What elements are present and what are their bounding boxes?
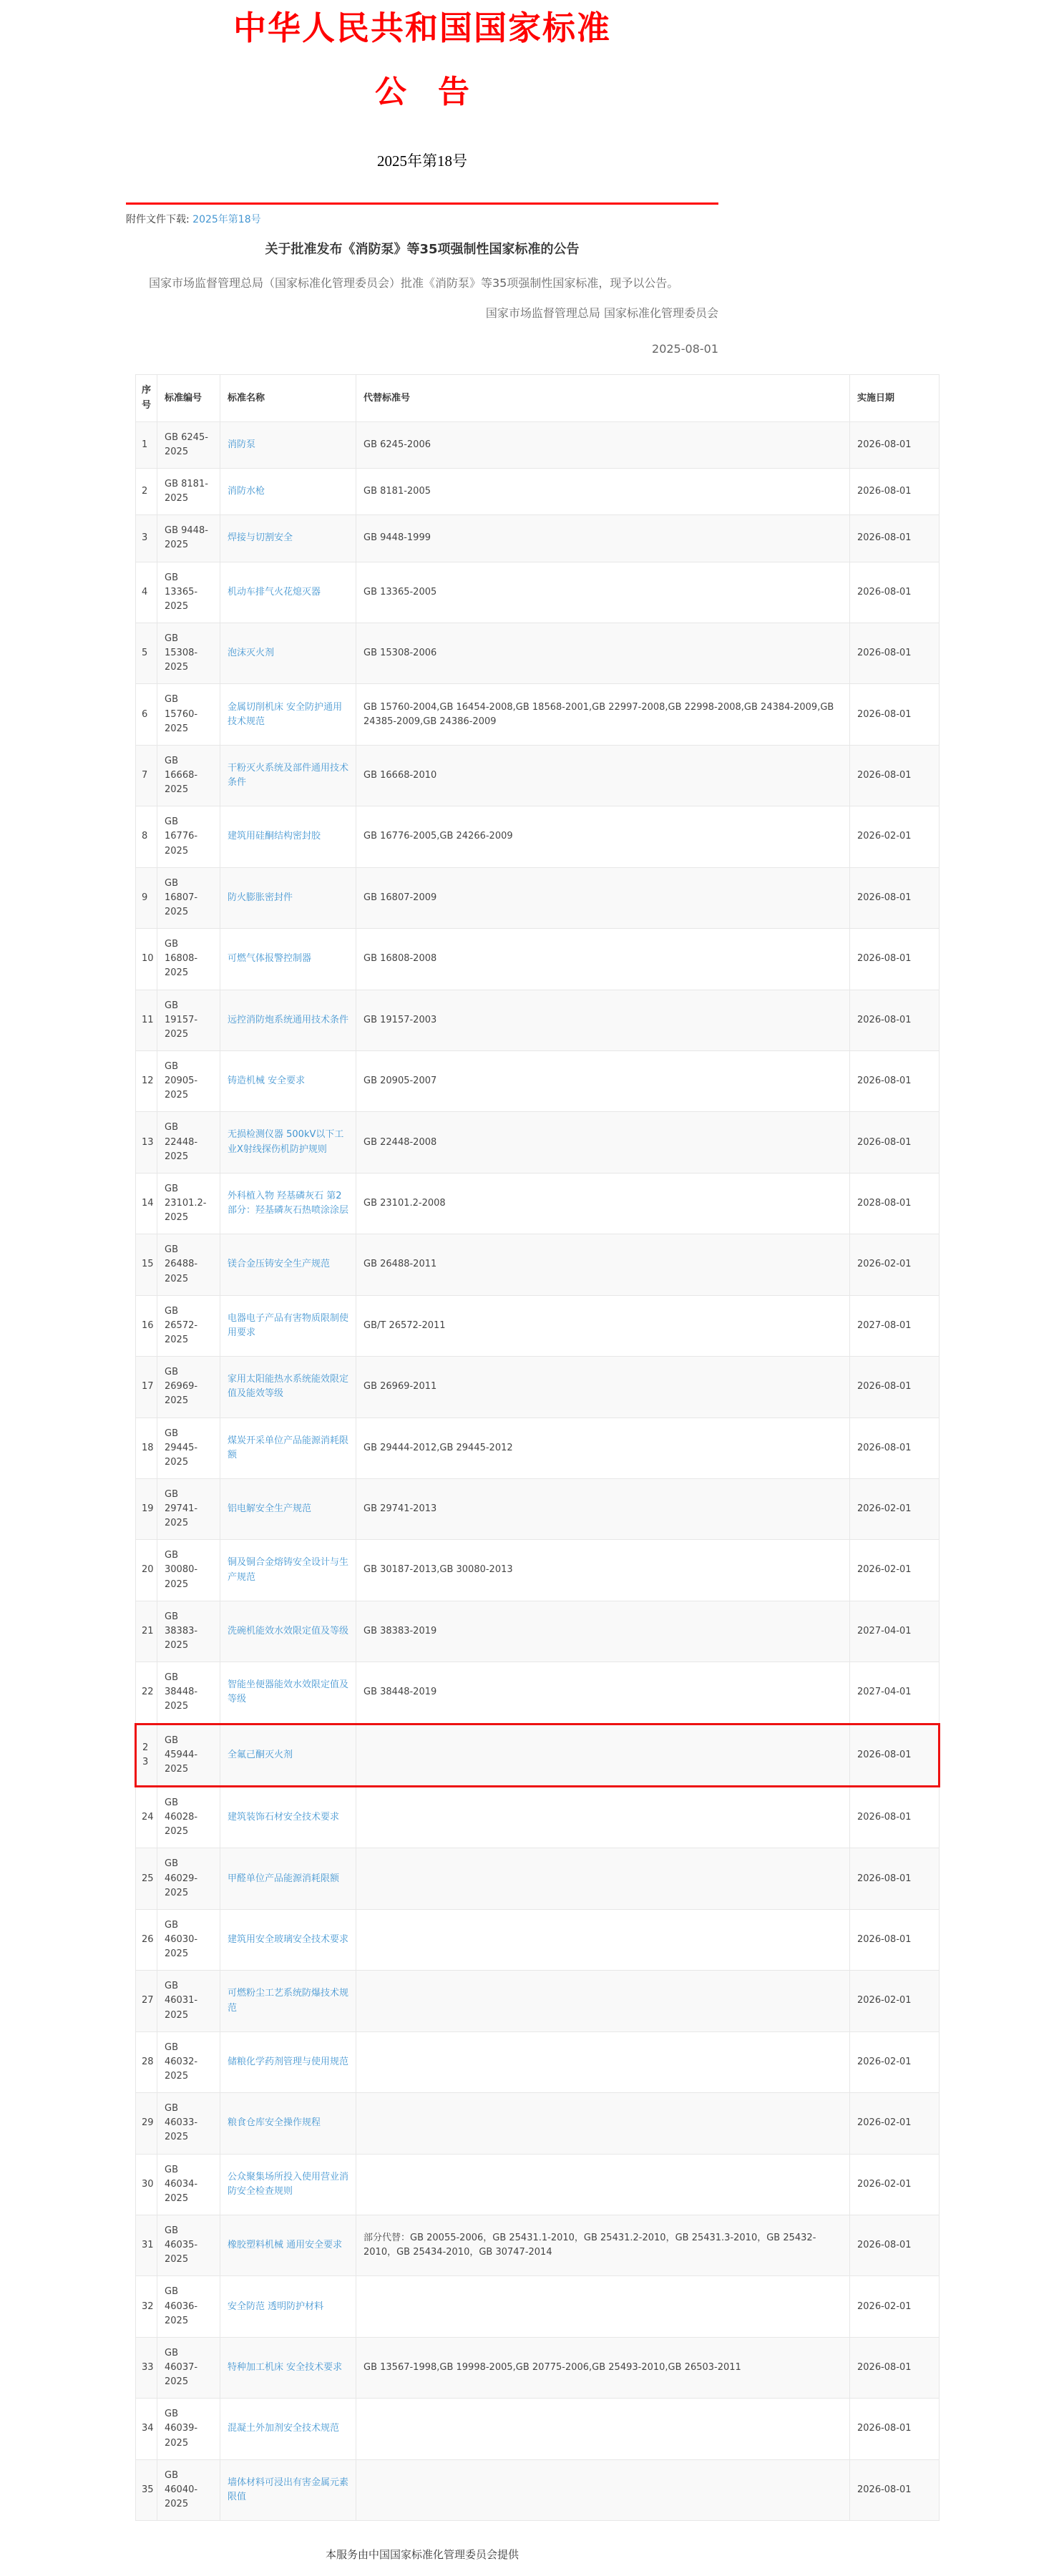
standard-name-cell [220, 2154, 356, 2215]
standard-code: GB 8181-2025 [157, 469, 220, 515]
implementation-date: 2026-08-01 [850, 1050, 939, 1111]
standard-name-cell [220, 562, 356, 623]
header-standard-name: 标准名称 [220, 375, 356, 421]
row-index: 28 [136, 2031, 157, 2092]
standard-name-link[interactable]: 镁合金压铸安全生产规范 [228, 1259, 331, 1270]
replaced-standards [356, 2399, 850, 2459]
standard-code: GB 30080-2025 [157, 1540, 220, 1601]
standard-code: GB 6245-2025 [157, 421, 220, 468]
standard-name-link[interactable]: 墙体材料可浸出有害金属元素限值 [228, 2477, 349, 2502]
announcement-title: 关于批准发布《消防泵》等35项强制性国家标准的公告 [265, 242, 580, 258]
replaced-standards: GB 29741-2013 [356, 1478, 850, 1539]
implementation-date: 2026-02-01 [850, 1971, 939, 2031]
implementation-date: 2026-02-01 [850, 2154, 939, 2215]
standard-name-cell [220, 2337, 356, 2398]
row-index: 11 [136, 990, 157, 1050]
standard-name-link[interactable]: 混凝土外加剂安全技术规范 [228, 2423, 340, 2434]
implementation-date: 2026-02-01 [850, 1234, 939, 1295]
replaced-standards [356, 1909, 850, 1970]
replaced-standards [356, 1971, 850, 2031]
implementation-date: 2026-08-01 [850, 1112, 939, 1173]
standard-name-link[interactable]: 无损检测仪器 500kV以下工业X射线探伤机防护规则 [228, 1129, 344, 1155]
replaced-standards: GB 15308-2006 [356, 623, 850, 684]
replaced-standards [356, 2276, 850, 2337]
implementation-date: 2026-08-01 [850, 469, 939, 515]
table-row [136, 623, 939, 684]
standard-code: GB 15308-2025 [157, 623, 220, 684]
table-row [136, 1601, 939, 1662]
standard-name-cell [220, 1173, 356, 1234]
implementation-date: 2026-08-01 [850, 562, 939, 623]
standard-code: GB 16776-2025 [157, 806, 220, 867]
implementation-date: 2027-04-01 [850, 1601, 939, 1662]
implementation-date: 2026-08-01 [850, 2399, 939, 2459]
standard-name-cell [220, 990, 356, 1050]
standard-name-cell [220, 1295, 356, 1356]
replaced-standards: GB 16807-2009 [356, 867, 850, 928]
standards-table-body [136, 421, 939, 2520]
table-row [136, 1418, 939, 1478]
implementation-date: 2026-08-01 [850, 929, 939, 990]
standard-name-cell [220, 1540, 356, 1601]
service-provider-footer: 本服务由中国国家标准化管理委员会提供 [325, 2548, 519, 2562]
standard-name-cell [220, 1909, 356, 1970]
table-row [136, 1848, 939, 1909]
row-index: 35 [136, 2459, 157, 2520]
replaced-standards: GB 26969-2011 [356, 1357, 850, 1418]
standard-name-cell [220, 1418, 356, 1478]
standard-name-cell [220, 1357, 356, 1418]
table-row [136, 867, 939, 928]
standard-code: GB 46035-2025 [157, 2215, 220, 2275]
replaced-standards: GB 20905-2007 [356, 1050, 850, 1111]
row-index: 22 [136, 1662, 157, 1724]
implementation-date: 2026-08-01 [850, 1418, 939, 1478]
standard-name-link[interactable]: 铸造机械 安全要求 [228, 1075, 306, 1087]
standard-name-cell [220, 469, 356, 515]
announcement-document [126, 10, 718, 356]
replaced-standards: GB 30187-2013,GB 30080-2013 [356, 1540, 850, 1601]
standard-name-link[interactable]: 家用太阳能热水系统能效限定值及能效等级 [228, 1374, 349, 1400]
row-index: 26 [136, 1909, 157, 1970]
standard-name-link[interactable]: 特种加工机床 安全技术要求 [228, 2361, 343, 2373]
table-row [136, 684, 939, 745]
standard-name-link[interactable]: 甲醛单位产品能源消耗限额 [228, 1873, 340, 1884]
standard-name-cell [220, 684, 356, 745]
standard-name-cell [220, 2399, 356, 2459]
standard-name-link[interactable]: 干粉灭火系统及部件通用技术条件 [228, 762, 349, 789]
standard-code: GB 9448-2025 [157, 515, 220, 562]
standard-name-link[interactable]: 铝电解安全生产规范 [228, 1503, 312, 1515]
standard-name-cell [220, 1724, 356, 1786]
standard-name-link[interactable]: 橡胶塑料机械 通用安全要求 [228, 2240, 343, 2251]
table-row [136, 2031, 939, 2092]
row-index: 34 [136, 2399, 157, 2459]
standard-name-link[interactable]: 可燃粉尘工艺系统防爆技术规范 [228, 1988, 349, 2014]
row-index: 9 [136, 867, 157, 928]
table-row [136, 2154, 939, 2215]
standard-code: GB 46031-2025 [157, 1971, 220, 2031]
standard-code: GB 26969-2025 [157, 1357, 220, 1418]
row-index: 8 [136, 806, 157, 867]
replaced-standards: GB/T 26572-2011 [356, 1295, 850, 1356]
standard-name-cell [220, 929, 356, 990]
standard-code: GB 46028-2025 [157, 1787, 220, 1848]
standard-name-cell [220, 1234, 356, 1295]
replaced-standards: GB 16808-2008 [356, 929, 850, 990]
replaced-standards: GB 16776-2005,GB 24266-2009 [356, 806, 850, 867]
implementation-date: 2026-08-01 [850, 1787, 939, 1848]
standard-name-link[interactable]: 煤炭开采单位产品能源消耗限额 [228, 1435, 349, 1460]
replaced-standards [356, 2154, 850, 2215]
row-index: 20 [136, 1540, 157, 1601]
standard-name-link[interactable]: 消防水枪 [228, 486, 265, 497]
standard-code: GB 23101.2-2025 [157, 1173, 220, 1234]
row-index: 25 [136, 1848, 157, 1909]
implementation-date: 2026-08-01 [850, 515, 939, 562]
standard-code: GB 46032-2025 [157, 2031, 220, 2092]
standard-code: GB 46033-2025 [157, 2093, 220, 2154]
table-row [136, 929, 939, 990]
row-index: 23 [136, 1724, 157, 1786]
standard-name-cell [220, 1050, 356, 1111]
standard-code: GB 26488-2025 [157, 1234, 220, 1295]
table-row [136, 1971, 939, 2031]
replaced-standards: GB 6245-2006 [356, 421, 850, 468]
table-row [136, 2337, 939, 2398]
table-row [136, 1050, 939, 1111]
standard-name-link[interactable]: 可燃气体报警控制器 [228, 953, 312, 965]
table-row [136, 745, 939, 806]
footer-container [126, 2547, 718, 2576]
replaced-standards: GB 16668-2010 [356, 745, 850, 806]
table-row [136, 1478, 939, 1539]
replaced-standards: GB 22448-2008 [356, 1112, 850, 1173]
row-index: 3 [136, 515, 157, 562]
table-row [136, 1909, 939, 1970]
standard-name-link[interactable]: 建筑用安全玻璃安全技术要求 [228, 1934, 349, 1946]
table-row [136, 2093, 939, 2154]
implementation-date: 2026-02-01 [850, 2093, 939, 2154]
table-row [136, 2399, 939, 2459]
standard-name-cell [220, 2093, 356, 2154]
issue-number: 2025年第18号 [377, 152, 467, 170]
replaced-standards: GB 13567-1998,GB 19998-2005,GB 20775-2006,GB 25493-2010,GB 26503-2011 [356, 2337, 850, 2398]
standard-code: GB 20905-2025 [157, 1050, 220, 1111]
row-index: 33 [136, 2337, 157, 2398]
row-index: 17 [136, 1357, 157, 1418]
standard-code: GB 16808-2025 [157, 929, 220, 990]
table-row [136, 1295, 939, 1356]
standard-name-link[interactable]: 机动车排气火花熄灭器 [228, 586, 321, 597]
standard-code: GB 16668-2025 [157, 745, 220, 806]
standard-name-link[interactable]: 金属切削机床 安全防护通用技术规范 [228, 701, 343, 727]
implementation-date: 2026-08-01 [850, 2215, 939, 2275]
standards-table [135, 374, 940, 2521]
table-row [136, 1357, 939, 1418]
implementation-date: 2026-08-01 [850, 421, 939, 468]
standard-name-cell [220, 421, 356, 468]
row-index: 13 [136, 1112, 157, 1173]
implementation-date: 2026-08-01 [850, 745, 939, 806]
row-index: 30 [136, 2154, 157, 2215]
replaced-standards [356, 1787, 850, 1848]
attachment-download-link[interactable]: 2025年第18号 [192, 214, 261, 226]
attachment-row [126, 205, 718, 226]
implementation-date: 2026-08-01 [850, 1909, 939, 1970]
standard-code: GB 13365-2025 [157, 562, 220, 623]
standard-code: GB 38448-2025 [157, 1662, 220, 1724]
issuing-authority-signature: 国家市场监督管理总局 国家标准化管理委员会 [485, 306, 718, 321]
replaced-standards: GB 23101.2-2008 [356, 1173, 850, 1234]
standard-name-link[interactable]: 防火膨胀密封件 [228, 892, 293, 903]
implementation-date: 2026-08-01 [850, 1724, 939, 1786]
implementation-date: 2026-08-01 [850, 867, 939, 928]
standard-name-link[interactable]: 粮食仓库安全操作规程 [228, 2117, 321, 2129]
standard-name-link[interactable]: 安全防范 透明防护材料 [228, 2301, 324, 2312]
implementation-date: 2027-04-01 [850, 1662, 939, 1724]
attachment-label: 附件文件下载: [126, 214, 190, 226]
standard-name-cell [220, 1601, 356, 1662]
replaced-standards: GB 26488-2011 [356, 1234, 850, 1295]
standard-name-cell [220, 745, 356, 806]
table-row [136, 421, 939, 468]
standard-name-cell [220, 2276, 356, 2337]
table-row [136, 469, 939, 515]
standard-name-link[interactable]: 电器电子产品有害物质限制使用要求 [228, 1312, 349, 1338]
implementation-date: 2027-08-01 [850, 1295, 939, 1356]
implementation-date: 2026-08-01 [850, 684, 939, 745]
standard-code: GB 45944-2025 [157, 1724, 220, 1786]
replaced-standards: GB 38383-2019 [356, 1601, 850, 1662]
table-row [136, 2215, 939, 2275]
replaced-standards [356, 2031, 850, 2092]
row-index: 14 [136, 1173, 157, 1234]
standards-table-container [135, 374, 938, 2521]
implementation-date: 2026-08-01 [850, 623, 939, 684]
row-index: 10 [136, 929, 157, 990]
standard-name-link[interactable]: 焊接与切割安全 [228, 532, 293, 544]
standard-name-link[interactable]: 远控消防炮系统通用技术条件 [228, 1014, 349, 1025]
table-header-row [136, 375, 939, 421]
standard-name-link[interactable]: 全氟己酮灭火剂 [228, 1749, 293, 1760]
signature-date: 2025-08-01 [652, 342, 718, 356]
standard-name-cell [220, 867, 356, 928]
standard-name-link[interactable]: 建筑用硅酮结构密封胶 [228, 831, 321, 842]
header-standard-code: 标准编号 [157, 375, 220, 421]
standard-code: GB 22448-2025 [157, 1112, 220, 1173]
standard-name-cell [220, 1478, 356, 1539]
standard-name-link[interactable]: 智能坐便器能效水效限定值及等级 [228, 1679, 349, 1705]
row-index: 7 [136, 745, 157, 806]
row-index: 15 [136, 1234, 157, 1295]
standard-name-cell [220, 2459, 356, 2520]
standard-code: GB 46030-2025 [157, 1909, 220, 1970]
implementation-date: 2026-02-01 [850, 2031, 939, 2092]
standard-name-cell [220, 806, 356, 867]
implementation-date: 2026-02-01 [850, 1540, 939, 1601]
standard-code: GB 19157-2025 [157, 990, 220, 1050]
standard-name-cell [220, 1662, 356, 1724]
replaced-standards [356, 2459, 850, 2520]
standard-code: GB 46036-2025 [157, 2276, 220, 2337]
table-row [136, 2276, 939, 2337]
standard-code: GB 15760-2025 [157, 684, 220, 745]
implementation-date: 2026-02-01 [850, 1478, 939, 1539]
standard-code: GB 46039-2025 [157, 2399, 220, 2459]
standard-name-cell [220, 623, 356, 684]
row-index: 2 [136, 469, 157, 515]
table-row [136, 1787, 939, 1848]
national-standard-title: 中华人民共和国国家标准 [233, 10, 611, 47]
standard-code: GB 29741-2025 [157, 1478, 220, 1539]
standard-name-link[interactable]: 建筑装饰石材安全技术要求 [228, 1812, 340, 1823]
table-row [136, 515, 939, 562]
standard-name-link[interactable]: 储粮化学药剂管理与使用规范 [228, 2056, 349, 2067]
standard-name-cell [220, 2031, 356, 2092]
standard-name-cell [220, 2215, 356, 2275]
row-index: 32 [136, 2276, 157, 2337]
replaced-standards: GB 19157-2003 [356, 990, 850, 1050]
replaced-standards: 部分代替：GB 20055-2006，GB 25431.1-2010，GB 25431.2-2010，GB 25431.3-2010，GB 25432-2010，GB 25434-2010，GB 30747-2014 [356, 2215, 850, 2275]
standard-name-cell [220, 515, 356, 562]
implementation-date: 2026-02-01 [850, 806, 939, 867]
standard-name-cell [220, 1112, 356, 1173]
row-index: 6 [136, 684, 157, 745]
replaced-standards [356, 2093, 850, 2154]
row-index: 31 [136, 2215, 157, 2275]
row-index: 24 [136, 1787, 157, 1848]
standard-code: GB 16807-2025 [157, 867, 220, 928]
table-row [136, 562, 939, 623]
table-row [136, 990, 939, 1050]
row-index: 21 [136, 1601, 157, 1662]
replaced-standards: GB 8181-2005 [356, 469, 850, 515]
standard-code: GB 46029-2025 [157, 1848, 220, 1909]
replaced-standards: GB 38448-2019 [356, 1662, 850, 1724]
implementation-date: 2028-08-01 [850, 1173, 939, 1234]
standard-name-link[interactable]: 外科植入物 羟基磷灰石 第2部分：羟基磷灰石热喷涂涂层 [228, 1190, 349, 1216]
announcement-heading: 公 告 [375, 74, 469, 109]
standard-name-cell [220, 1787, 356, 1848]
implementation-date: 2026-08-01 [850, 990, 939, 1050]
replaced-standards [356, 1724, 850, 1786]
replaced-standards: GB 13365-2005 [356, 562, 850, 623]
standard-name-cell [220, 1848, 356, 1909]
standard-name-link[interactable]: 消防泵 [228, 439, 256, 450]
standard-code: GB 46040-2025 [157, 2459, 220, 2520]
announcement-body: 国家市场监督管理总局（国家标准化管理委员会）批准《消防泵》等35项强制性国家标准，现予以公告。 [149, 276, 679, 291]
table-row [136, 1540, 939, 1601]
replaced-standards [356, 1848, 850, 1909]
table-row [136, 1112, 939, 1173]
standard-name-cell [220, 1971, 356, 2031]
header-replaced-standards: 代替标准号 [356, 375, 850, 421]
standard-name-link[interactable]: 公众聚集场所投入使用营业消防安全检查规则 [228, 2171, 349, 2197]
table-row [136, 1662, 939, 1724]
header-implementation-date: 实施日期 [850, 375, 939, 421]
standard-name-link[interactable]: 铜及铜合金熔铸安全设计与生产规范 [228, 1557, 349, 1583]
row-index: 4 [136, 562, 157, 623]
standard-code: GB 38383-2025 [157, 1601, 220, 1662]
implementation-date: 2026-08-01 [850, 2459, 939, 2520]
row-index: 1 [136, 421, 157, 468]
table-row [136, 2459, 939, 2520]
implementation-date: 2026-08-01 [850, 1357, 939, 1418]
row-index: 27 [136, 1971, 157, 2031]
header-index: 序号 [136, 375, 157, 421]
standard-code: GB 46034-2025 [157, 2154, 220, 2215]
standard-code: GB 26572-2025 [157, 1295, 220, 1356]
table-row [136, 1173, 939, 1234]
row-index: 12 [136, 1050, 157, 1111]
standard-code: GB 29445-2025 [157, 1418, 220, 1478]
row-index: 18 [136, 1418, 157, 1478]
replaced-standards: GB 15760-2004,GB 16454-2008,GB 18568-2001,GB 22997-2008,GB 22998-2008,GB 24384-2009,GB 24385-2009,GB 24386-2009 [356, 684, 850, 745]
row-index: 5 [136, 623, 157, 684]
standard-name-link[interactable]: 洗碗机能效水效限定值及等级 [228, 1625, 349, 1636]
table-row [136, 1234, 939, 1295]
row-index: 16 [136, 1295, 157, 1356]
implementation-date: 2026-08-01 [850, 2337, 939, 2398]
row-index: 29 [136, 2093, 157, 2154]
row-index: 19 [136, 1478, 157, 1539]
replaced-standards: GB 29444-2012,GB 29445-2012 [356, 1418, 850, 1478]
standard-name-link[interactable]: 泡沫灭火剂 [228, 648, 275, 659]
table-row [136, 1724, 939, 1786]
table-row [136, 806, 939, 867]
implementation-date: 2026-08-01 [850, 1848, 939, 1909]
standard-code: GB 46037-2025 [157, 2337, 220, 2398]
replaced-standards: GB 9448-1999 [356, 515, 850, 562]
implementation-date: 2026-02-01 [850, 2276, 939, 2337]
